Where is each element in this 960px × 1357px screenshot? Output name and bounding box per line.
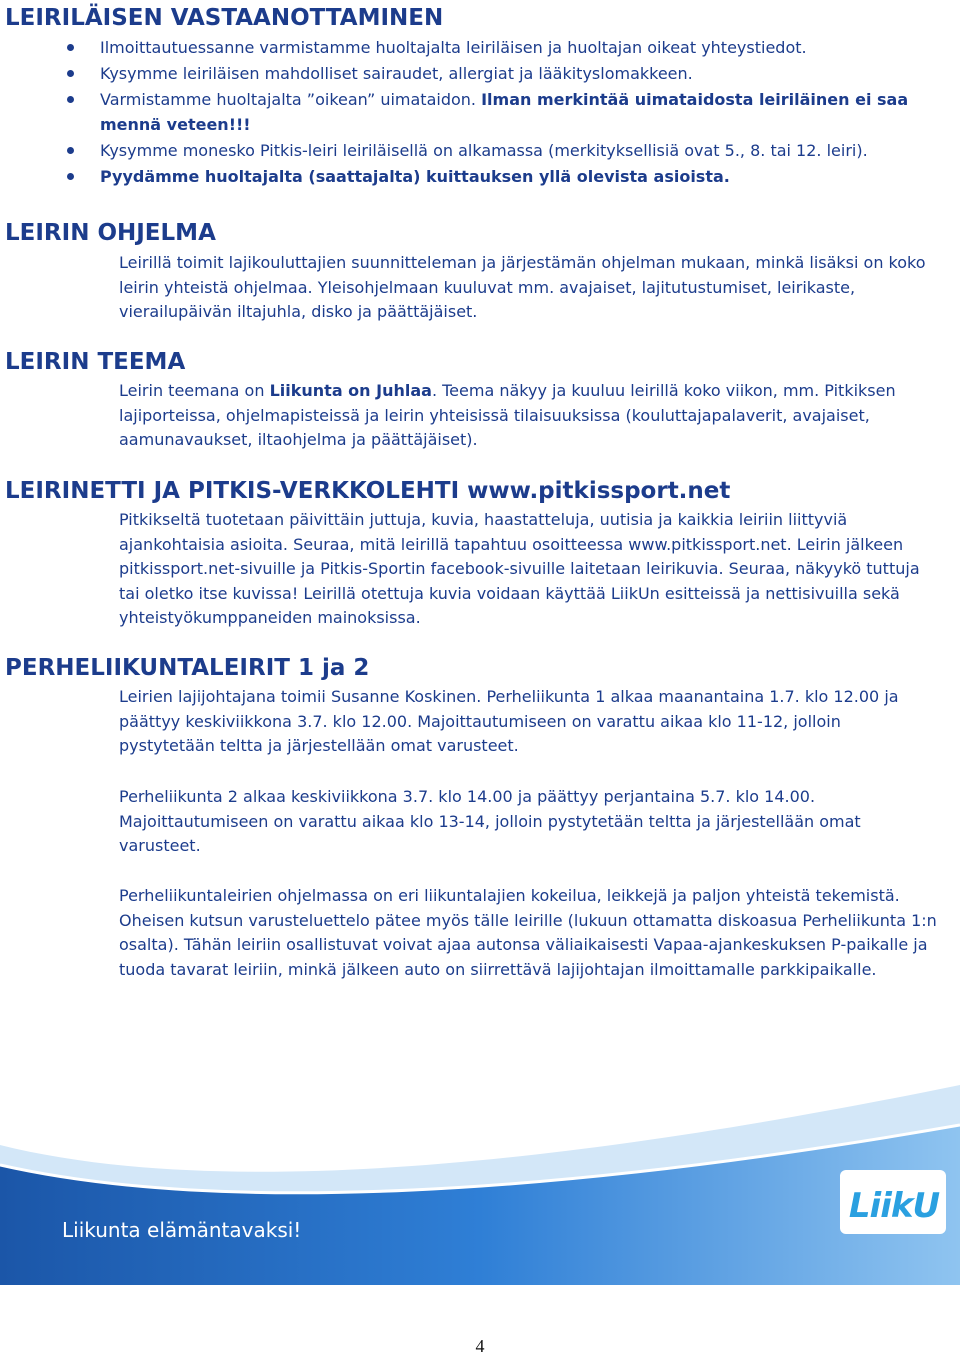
bullet-icon (67, 96, 74, 103)
list-item-text: Ilmoittautuessanne varmistamme huoltajalta leiriläisen ja huoltajan oikeat yhteystiedot. (100, 38, 807, 57)
list-item (0, 164, 940, 190)
section-title-ohjelma: LEIRIN OHJELMA (5, 220, 216, 246)
theme-text-start: Leirin teemana on (119, 381, 265, 400)
theme-text-rest: . Teema näkyy ja kuuluu leirillä koko viikon, mm. Pitkiksen lajiporteissa, ohjelmapisteissä ja leirin yhteisissä tilaisuuksissa (kouluttajapalaverit, avajaiset, aamunavaukset, iltaohjelma ja päättäjäiset). (119, 381, 896, 450)
reception-bullet-list (0, 35, 940, 190)
leirinetti-paragraph: Pitkikseltä tuotetaan päivittäin juttuja, kuvia, haastatteluja, uutisia ja kaikkia leiriin liittyviä ajankohtaisia asioita. Seuraa, mitä leirillä tapahtuu osoitteessa www.pitkissport.net. Leirin jälkeen pitkissport.net-sivuille ja Pitkis-Sportin facebook-sivuille laitetaan leirikuvia. Seuraa, näkyykö tuttuja tai oletko itse kuvissa! Leirillä otettuja kuvia voidaan käyttää LiikUn esitteissä ja nettisivuilla sekä yhteistyökumppaneiden mainoksissa. (119, 510, 920, 628)
program-paragraph: Leirillä toimit lajikouluttajien suunnitteleman ja järjestämän ohjelman mukaan, minkä lisäksi on koko leirin yhteistä ohjelmaa. Yleisohjelmaan kuuluvat mm. avajaiset, lajitutustumiset, leirikaste, vierailupäivän iltajuhla, disko ja päättäjäiset. (119, 253, 926, 322)
list-item (0, 138, 940, 164)
liiku-banner (0, 1085, 960, 1285)
family-camp-paragraph-1: Leirien lajijohtajana toimii Susanne Koskinen. Perheliikunta 1 alkaa maanantaina 1.7. klo 12.00 ja päättyy keskiviikkona 3.7. klo 12.00. Majoittautumiseen on varattu aikaa klo 11-12, jolloin pystytetään teltta ja järjestellään omat varusteet. (119, 687, 899, 756)
theme-paragraph (119, 379, 939, 453)
list-item-text: Kysymme leiriläisen mahdolliset sairaudet, allergiat ja lääkityslomakkeen. (100, 63, 693, 83)
list-item-text: Kysymme monesko Pitkis-leiri leiriläisellä on alkamassa (merkityksellisiä ovat 5., 8. tai 12. leiri). (100, 141, 868, 161)
family-camp-paragraph-2: Perheliikunta 2 alkaa keskiviikkona 3.7. klo 14.00 ja päättyy perjantaina 5.7. klo 14.00. Majoittautumiseen on varattu aikaa klo 13-14, jolloin pystytetään teltta ja järjestellään omat varusteet. (119, 787, 861, 856)
list-item (0, 87, 940, 139)
bullet-icon (67, 44, 74, 51)
theme-name: Liikunta on Juhlaa (269, 381, 432, 400)
section-title-leirinetti: LEIRINETTI JA PITKIS-VERKKOLEHTI www.pitkissport.net (5, 478, 731, 504)
list-item (0, 61, 940, 87)
section-title-perheliikunta: PERHELIIKUNTALEIRIT 1 ja 2 (5, 655, 370, 681)
bullet-icon (67, 147, 74, 154)
bullet-icon (67, 173, 74, 180)
page-number: 4 (475, 1336, 485, 1356)
slogan-text: Liikunta elämäntavaksi! (62, 1218, 302, 1242)
list-item-text: Varmistamme huoltajalta ”oikean” uimataidon. (100, 89, 476, 109)
bullet-icon (67, 70, 74, 77)
section-title-vastaanotto: LEIRILÄISEN VASTAANOTTAMINEN (5, 5, 444, 31)
list-item (0, 35, 940, 61)
section-title-teema: LEIRIN TEEMA (5, 349, 186, 375)
family-camp-paragraph-3: Perheliikuntaleirien ohjelmassa on eri liikuntalajien kokeilua, leikkejä ja paljon yhteistä tekemistä. Oheisen kutsun varusteluettelo pätee myös tälle leirille (lukuun ottamatta diskoasua Perheliikunta 1:n osalta). Tähän leiriin osallistuvat voivat ajaa autonsa väliaikaisesti Vapaa-ajankeskuksen P-paikalle ja tuoda tavarat leiriin, minkä jälkeen auto on siirrettävä lajijohtajan ilmoittamalle parkkipaikalle. (119, 886, 937, 979)
swimming-warning: Ilman merkintää uimataidosta leiriläinen ei saa mennä veteen!!! (100, 89, 909, 135)
liiku-logo-icon: LiikU (848, 1186, 940, 1226)
list-item-text: Pyydämme huoltajalta (saattajalta) kuittauksen yllä olevista asioista. (100, 166, 730, 186)
